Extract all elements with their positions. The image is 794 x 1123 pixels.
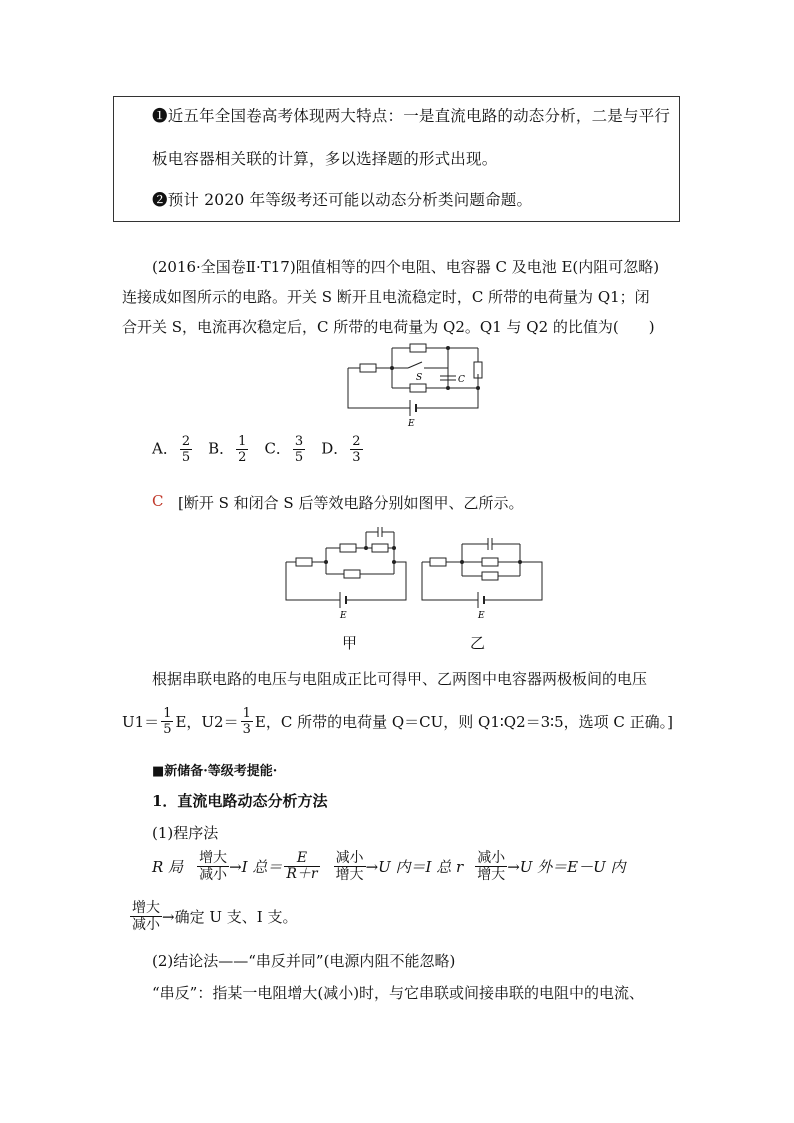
question-line-2: 连接成如图所示的电路。开关 S 断开且电流稳定时，C 所带的电荷量为 Q1；闭	[122, 288, 650, 306]
answer-options	[152, 434, 365, 465]
battery-label-left: E	[340, 611, 347, 621]
section-item-1: 1．直流电路动态分析方法	[152, 792, 328, 810]
answer-letter: C	[152, 492, 164, 510]
question-line-1: (2016·全国卷Ⅱ·T17)阻值相等的四个电阻、电容器 C 及电池 E(内阻可忽略)	[152, 258, 660, 276]
section-sub-2-line: “串反”：指某一电阻增大(减小)时，与它串联或间接串联的电阻中的电流、	[152, 984, 645, 1002]
summary-line-1: ❶近五年全国卷高考体现两大特点：一是直流电路的动态分析，二是与平行	[152, 107, 671, 125]
equivalent-circuit-right	[418, 530, 546, 622]
switch-label: S	[416, 373, 423, 383]
summary-line-2: 板电容器相关联的计算，多以选择题的形式出现。	[152, 150, 498, 168]
option-c[interactable]: C． $\frac{3}{5}$	[264, 434, 304, 465]
answer-text: [断开 S 和闭合 S 后等效电路分别如图甲、乙所示。	[178, 494, 524, 512]
option-b[interactable]: B． $\frac{1}{2}$	[208, 434, 247, 465]
option-d[interactable]: D． $\frac{2}{3}$	[321, 434, 361, 465]
battery-label: E	[408, 419, 415, 429]
section-sub-2: (2)结论法——“串反并同”(电源内阻不能忽略)	[152, 952, 456, 970]
option-a[interactable]: A． $\frac{2}{5}$	[152, 434, 191, 465]
procedure-chain-1: R 局 增大 减小 →I 总＝ $\frac{E}{R+r}$ 减小 增大 →U 内＝I 总 r 减小 增大 →U 外＝E－U 内	[152, 850, 626, 883]
section-sub-1: (1)程序法	[152, 824, 219, 842]
question-line-3: 合开关 S，电流再次稳定后，C 所带的电荷量为 Q2。Q1 与 Q2 的比值为( )	[122, 318, 655, 336]
explanation-line-1: 根据串联电路的电压与电阻成正比可得甲、乙两图中电容器两极板间的电压	[152, 670, 648, 688]
explanation-line-2: U1＝ $\frac{1}{5}$ E，U2＝ $\frac{1}{3}$ E，C 所带的电荷量 Q＝CU，则 Q1∶Q2＝3∶5，选项 C 正确。]	[122, 706, 673, 737]
summary-line-3: ❷预计 2020 年等级考还可能以动态分析类问题命题。	[152, 191, 533, 209]
capacitor-label: C	[458, 375, 465, 385]
figure-label-jia: 甲	[342, 634, 358, 652]
section-heading: ■新储备·等级考提能·	[152, 764, 278, 779]
figure-label-yi: 乙	[470, 634, 486, 652]
procedure-chain-2: 增大 减小 →确定 U 支、I 支。	[132, 900, 298, 933]
battery-label-right: E	[478, 611, 485, 621]
question-circuit-diagram	[340, 340, 490, 430]
equivalent-circuit-left	[282, 522, 410, 622]
